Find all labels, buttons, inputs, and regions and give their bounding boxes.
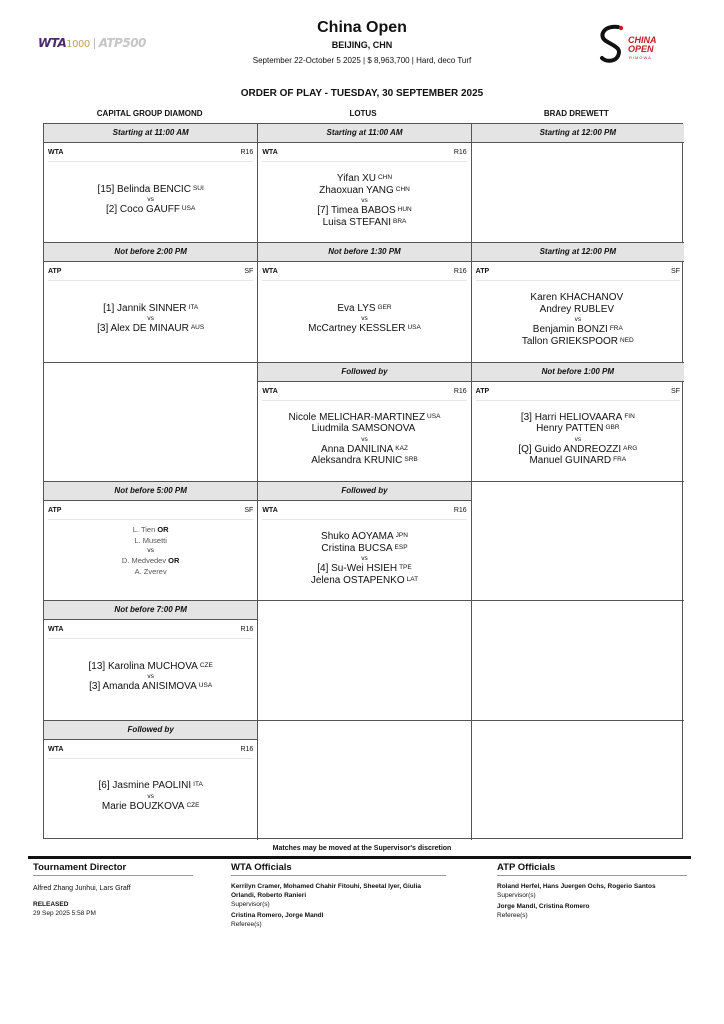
start-time-header: Starting at 11:00 AM xyxy=(258,124,470,143)
round-label: R16 xyxy=(453,506,467,514)
player-name xyxy=(258,173,470,185)
player-name xyxy=(44,801,257,813)
atp-officials-title: ATP Officials xyxy=(497,862,556,873)
alternate-player: L. Musetti xyxy=(134,535,167,545)
country-code: GBR xyxy=(605,424,620,432)
match-players xyxy=(44,281,257,335)
atp-referee-role: Referee(s) xyxy=(497,912,528,919)
vs-label: vs xyxy=(361,555,368,563)
country-code: NED xyxy=(620,336,634,344)
atp-officials-block xyxy=(497,862,687,922)
match-cell xyxy=(44,124,257,243)
match-cell xyxy=(44,601,257,720)
match-players xyxy=(44,639,257,693)
logo-text-sponsor: RIMOWA xyxy=(629,55,652,60)
player-text: [Q] Guido ANDREOZZI xyxy=(518,443,622,455)
player-name xyxy=(44,323,257,335)
round-label: SF xyxy=(671,268,680,276)
tour-label: WTA xyxy=(48,626,64,634)
match-cell xyxy=(472,482,684,601)
court-column xyxy=(44,124,257,840)
round-label: SF xyxy=(671,387,680,395)
tournament-director-block xyxy=(33,862,193,918)
start-time-header: Not before 1:00 PM xyxy=(472,363,684,382)
match-cell xyxy=(44,721,257,840)
match-players xyxy=(44,162,257,216)
country-code: FRA xyxy=(613,456,627,464)
match-cell xyxy=(44,363,257,482)
player-text: Liudmila SAMSONOVA xyxy=(311,423,416,435)
or-label: OR xyxy=(168,555,180,565)
tour-label: WTA xyxy=(48,745,64,753)
player-text: Benjamin BONZI xyxy=(532,324,608,336)
player-name xyxy=(258,455,470,467)
match-meta xyxy=(472,262,684,280)
country-code: FRA xyxy=(609,325,623,333)
match-cell xyxy=(472,124,684,243)
round-label: R16 xyxy=(453,387,467,395)
start-time-header: Not before 1:30 PM xyxy=(258,243,470,262)
player-name xyxy=(472,304,684,316)
match-players xyxy=(472,281,684,347)
match-cell xyxy=(472,601,684,720)
court-column xyxy=(257,124,470,840)
match-cell xyxy=(44,243,257,362)
order-of-play-title: ORDER OF PLAY - TUESDAY, 30 SEPTEMBER 2025 xyxy=(240,88,484,99)
player-name xyxy=(44,204,257,216)
vs-label: vs xyxy=(147,673,154,681)
match-players xyxy=(44,520,257,577)
player-text: Marie BOUZKOVA xyxy=(101,800,185,812)
player-text: Jelena OSTAPENKO xyxy=(310,574,405,586)
player-name xyxy=(258,205,470,217)
vs-label: vs xyxy=(574,316,582,324)
country-code: ARG xyxy=(623,444,638,452)
wta-logo: WTA1000 xyxy=(38,36,90,50)
player-text: Luisa STEFANI xyxy=(322,216,391,228)
start-time-header: Followed by xyxy=(258,482,470,501)
wta-referees: Cristina Romero, Jorge Mandl xyxy=(231,912,324,919)
country-code: TPE xyxy=(399,564,412,572)
td-names: Alfred Zhang Junhui, Lars Graff xyxy=(33,885,131,892)
round-label: R16 xyxy=(240,149,254,156)
round-label: SF xyxy=(244,268,254,276)
country-code: LAT xyxy=(406,575,419,583)
wta-supervisors: Kerrilyn Cramer, Mohamed Chahir Fitouhi, Sheetal Iyer, Giulia Orlandi, Roberto Ranieri xyxy=(231,883,421,899)
player-name xyxy=(44,303,257,315)
alt-name: D. Medvedev xyxy=(121,555,167,565)
footer-divider xyxy=(28,856,691,859)
player-name xyxy=(258,303,470,315)
country-code: BRA xyxy=(392,217,407,225)
player-name xyxy=(44,681,257,693)
match-players xyxy=(258,162,470,228)
tour-label: ATP xyxy=(475,268,490,276)
match-meta xyxy=(258,143,470,161)
country-code: ITA xyxy=(193,781,203,789)
player-text: Manuel GUINARD xyxy=(529,455,612,467)
tour-label: WTA xyxy=(262,506,278,514)
player-name xyxy=(472,412,684,424)
player-text: [3] Harri HELIOVAARA xyxy=(520,411,623,423)
country-code: CZE xyxy=(199,661,213,669)
country-code: ESP xyxy=(394,543,408,551)
start-time-header: Starting at 11:00 AM xyxy=(44,124,257,143)
tour-label: WTA xyxy=(262,387,278,395)
match-cell xyxy=(44,482,257,601)
player-text: Cristina BUCSA xyxy=(321,542,393,554)
player-name xyxy=(258,563,470,575)
country-code: JPN xyxy=(395,532,408,540)
match-players xyxy=(258,281,470,335)
tour-label: ATP xyxy=(48,268,62,276)
player-text: Yifan XU xyxy=(336,173,376,185)
player-name xyxy=(472,324,684,336)
player-name xyxy=(472,444,684,456)
match-cell xyxy=(472,721,684,840)
or-label: OR xyxy=(157,524,169,534)
atp-referees: Jorge Mandl, Cristina Romero xyxy=(497,903,590,910)
player-name xyxy=(258,543,470,555)
alt-name: L. Tien xyxy=(132,524,156,534)
court-name: LOTUS xyxy=(349,109,377,118)
alternate-player xyxy=(44,555,257,566)
player-name xyxy=(44,780,257,792)
wta-referee-role: Referee(s) xyxy=(231,921,262,928)
player-text: Karen KHACHANOV xyxy=(530,292,624,304)
player-text: Aleksandra KRUNIC xyxy=(311,455,403,467)
player-name xyxy=(472,455,684,467)
start-time-header: Followed by xyxy=(44,721,257,740)
player-text: McCartney KESSLER xyxy=(308,323,406,335)
start-time-header: Not before 2:00 PM xyxy=(44,243,257,262)
swirl-icon xyxy=(596,22,630,66)
round-label: SF xyxy=(244,506,254,514)
country-code: KAZ xyxy=(395,444,408,452)
player-name xyxy=(258,412,470,424)
logo-text-china: CHINA xyxy=(628,35,657,45)
player-name xyxy=(258,423,470,435)
wta-officials-title: WTA Officials xyxy=(231,862,292,873)
match-cell xyxy=(258,721,470,840)
round-label: R16 xyxy=(240,745,254,753)
country-code: USA xyxy=(181,205,196,213)
player-name xyxy=(258,217,470,229)
match-players xyxy=(258,401,470,467)
tour-label: WTA xyxy=(48,149,64,156)
china-open-logo xyxy=(596,22,668,66)
logo-text-open: OPEN xyxy=(628,44,654,54)
match-meta xyxy=(44,262,257,280)
vs-label: vs xyxy=(147,315,154,323)
country-code: USA xyxy=(407,324,421,332)
player-text: Tallon GRIEKSPOOR xyxy=(521,335,619,347)
match-meta xyxy=(258,501,470,519)
alternate-player xyxy=(44,524,257,535)
country-code: USA xyxy=(198,682,213,690)
player-name xyxy=(258,531,470,543)
player-name xyxy=(472,423,684,435)
court-name: BRAD DREWETT xyxy=(543,109,609,118)
country-code: HUN xyxy=(397,206,412,214)
country-code: CHN xyxy=(377,174,393,182)
vs-label: vs xyxy=(361,197,368,205)
tournament-title: China Open xyxy=(317,19,407,36)
tour-label: ATP xyxy=(475,387,490,395)
player-text: Zhaoxuan YANG xyxy=(319,184,394,196)
player-name xyxy=(44,184,257,196)
match-cell xyxy=(258,601,470,720)
player-name xyxy=(258,575,470,587)
vs-label: vs xyxy=(147,196,154,204)
player-name xyxy=(472,336,684,348)
player-text: Eva LYS xyxy=(337,302,376,314)
player-name xyxy=(258,444,470,456)
match-meta xyxy=(44,620,257,638)
player-name xyxy=(472,292,684,304)
player-name xyxy=(258,323,470,335)
tournament-location: BEIJING, CHN xyxy=(331,40,393,50)
match-cell xyxy=(472,243,684,362)
round-label: R16 xyxy=(240,626,254,634)
atp-supervisors: Roland Herfel, Hans Juergen Ochs, Rogerio Santos xyxy=(497,883,656,890)
wta-supervisor-role: Supervisor(s) xyxy=(231,901,270,908)
tournament-meta: September 22-October 5 2025 | $ 8,963,700 | Hard, deco Turf xyxy=(252,56,472,65)
schedule-grid xyxy=(43,123,683,839)
released-date: 29 Sep 2025 5:58 PM xyxy=(33,910,96,917)
match-cell xyxy=(258,363,470,482)
wta-officials-block xyxy=(231,862,446,931)
player-text: Shuko AOYAMA xyxy=(321,531,394,543)
country-code: FIN xyxy=(624,412,635,420)
match-cell xyxy=(258,243,470,362)
country-code: CZE xyxy=(186,801,200,809)
player-text: [13] Karolina MUCHOVA xyxy=(88,660,198,672)
match-meta xyxy=(44,740,257,758)
match-players xyxy=(44,759,257,813)
player-name xyxy=(258,185,470,197)
match-cell xyxy=(258,482,470,601)
page-header xyxy=(0,0,724,90)
player-text: [7] Timea BABOS xyxy=(317,205,396,217)
player-text: Nicole MELICHAR-MARTINEZ xyxy=(288,411,426,423)
vs-label: vs xyxy=(361,315,368,323)
start-time-header: Starting at 12:00 PM xyxy=(472,124,684,143)
court-name: CAPITAL GROUP DIAMOND xyxy=(96,109,203,118)
player-text: Henry PATTEN xyxy=(536,423,604,435)
tour-label: WTA xyxy=(262,268,278,276)
player-text: [15] Belinda BENCIC xyxy=(97,183,191,195)
country-code: AUS xyxy=(190,324,205,332)
player-text: [3] Amanda ANISIMOVA xyxy=(89,681,197,693)
country-code: GER xyxy=(377,303,392,311)
player-text: [3] Alex DE MINAUR xyxy=(97,323,189,335)
vs-label: vs xyxy=(574,435,582,443)
country-code: ITA xyxy=(188,303,199,311)
player-name xyxy=(44,661,257,673)
match-cell xyxy=(472,363,684,482)
released-label: RELEASED xyxy=(33,901,69,908)
match-meta xyxy=(44,143,257,161)
start-time-header: Starting at 12:00 PM xyxy=(472,243,684,262)
vs-label: vs xyxy=(361,435,368,443)
match-players xyxy=(258,520,470,586)
round-label: R16 xyxy=(453,149,467,156)
td-title: Tournament Director xyxy=(33,862,127,873)
start-time-header: Followed by xyxy=(258,363,470,382)
match-cell xyxy=(258,124,470,243)
round-label: R16 xyxy=(453,268,467,276)
court-column xyxy=(471,124,684,840)
tour-label: ATP xyxy=(48,506,62,514)
start-time-header: Not before 7:00 PM xyxy=(44,601,257,620)
player-text: Anna DANILINA xyxy=(321,443,394,455)
country-code: SUI xyxy=(192,184,204,192)
match-meta xyxy=(472,382,684,400)
alternate-player: A. Zverev xyxy=(134,566,167,576)
country-code: USA xyxy=(427,412,441,420)
player-text: [1] Jannik SINNER xyxy=(103,302,187,314)
atp-supervisor-role: Supervisor(s) xyxy=(497,892,536,899)
discretion-note: Matches may be moved at the Supervisor's discretion xyxy=(272,845,452,852)
start-time-header: Not before 5:00 PM xyxy=(44,482,257,501)
player-text: Andrey RUBLEV xyxy=(539,303,615,315)
player-text: [2] Coco GAUFF xyxy=(106,204,180,216)
match-meta xyxy=(44,501,257,519)
atp-logo: ATP500 xyxy=(98,36,146,50)
player-text: [6] Jasmine PAOLINI xyxy=(98,780,192,792)
country-code: SRB xyxy=(404,456,418,464)
player-text: [4] Su-Wei HSIEH xyxy=(317,563,398,575)
match-meta xyxy=(258,262,470,280)
match-players xyxy=(472,401,684,467)
court-headers xyxy=(43,109,683,123)
vs-label: vs xyxy=(147,792,154,800)
vs-label: vs xyxy=(147,546,154,554)
match-meta xyxy=(258,382,470,400)
tour-label: WTA xyxy=(262,149,278,156)
country-code: CHN xyxy=(395,185,410,193)
